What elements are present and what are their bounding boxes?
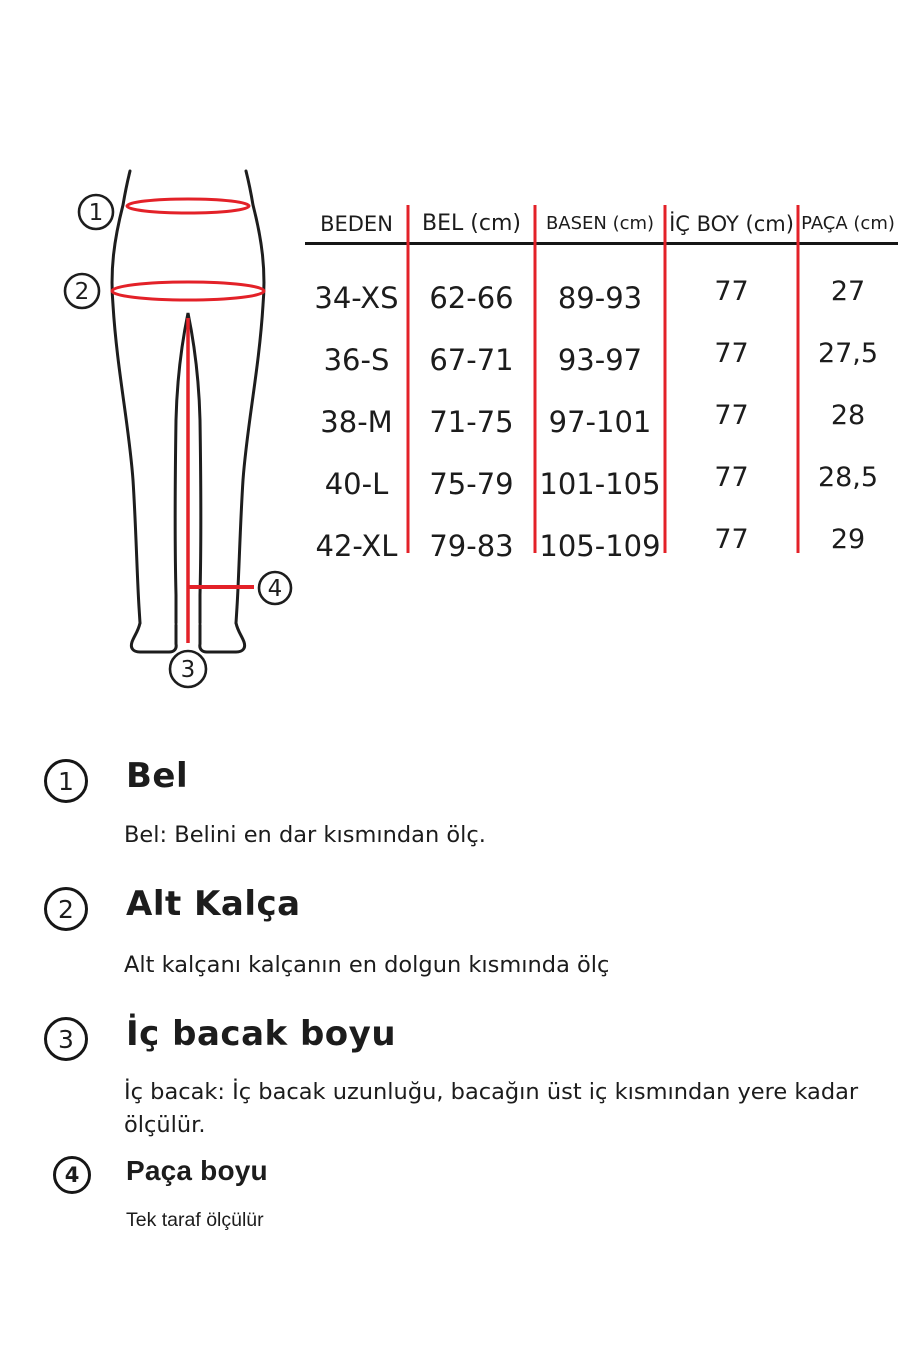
- table-header-rule: [305, 242, 898, 245]
- legend-4-description: Tek taraf ölçülür: [126, 1209, 264, 1231]
- legend-4-title: Paça boyu: [126, 1155, 268, 1186]
- legend-1-description: Bel: Belini en dar kısmından ölç.: [124, 822, 486, 848]
- table-cell-hip: 101-105: [539, 467, 661, 501]
- table-cell-hip: 89-93: [557, 281, 643, 315]
- legend-2-number: 2: [58, 894, 74, 924]
- waist-measure-line: [127, 199, 249, 213]
- table-cell-inseam: 77: [714, 275, 749, 307]
- marker-3-number: 3: [180, 657, 196, 683]
- table-cell-hip: 97-101: [548, 405, 652, 439]
- table-cell-waist: 75-79: [429, 467, 514, 501]
- table-cell-hip: 93-97: [557, 343, 643, 377]
- column-separator: [407, 205, 410, 553]
- column-header-bel: BEL (cm): [422, 211, 521, 236]
- table-cell-size: 40-L: [324, 467, 389, 501]
- column-separator: [664, 205, 667, 553]
- table-cell-inseam: 77: [714, 399, 749, 431]
- table-cell-hem: 27: [830, 275, 866, 307]
- table-cell-hem: 28: [830, 399, 866, 431]
- column-header-ic-boy: İÇ BOY (cm): [669, 211, 794, 236]
- legend-2-description: Alt kalçanı kalçanın en dolgun kısmında ölç: [124, 952, 610, 978]
- table-cell-hip: 105-109: [539, 529, 661, 563]
- body-measurement-diagram: [30, 155, 310, 715]
- marker-2-number: 2: [74, 279, 90, 305]
- marker-4-number: 4: [267, 576, 283, 602]
- legend-3-title: İç bacak boyu: [126, 1014, 397, 1054]
- table-cell-size: 42-XL: [315, 529, 398, 563]
- column-header-beden: BEDEN: [320, 211, 393, 236]
- table-cell-size: 38-M: [320, 405, 393, 439]
- column-header-basen: BASEN (cm): [545, 213, 655, 234]
- legend-4-circle: [53, 1156, 91, 1194]
- legend-2-circle: [44, 887, 88, 931]
- table-cell-waist: 71-75: [429, 405, 514, 439]
- table-cell-hem: 28,5: [817, 461, 879, 493]
- table-cell-size: 34-XS: [314, 281, 399, 315]
- table-cell-size: 36-S: [323, 343, 390, 377]
- size-chart-table: [305, 205, 898, 577]
- column-separator: [534, 205, 537, 553]
- table-cell-inseam: 77: [714, 461, 749, 493]
- table-cell-hem: 29: [830, 523, 866, 555]
- legend-3-description: İç bacak: İç bacak uzunluğu, bacağın üst iç kısmından yere kadar ölçülür.: [124, 1079, 859, 1138]
- hip-measure-line: [112, 282, 264, 300]
- table-cell-inseam: 77: [714, 523, 749, 555]
- table-cell-waist: 67-71: [429, 343, 514, 377]
- legend-3-number: 3: [58, 1024, 74, 1054]
- column-header-paca: PAÇA (cm): [801, 213, 895, 234]
- table-cell-waist: 62-66: [429, 281, 514, 315]
- legend-2-title: Alt Kalça: [126, 884, 301, 924]
- legend-3-circle: [44, 1017, 88, 1061]
- table-cell-inseam: 77: [714, 337, 749, 369]
- column-separator: [797, 205, 800, 553]
- legend-1-number: 1: [58, 766, 74, 796]
- legend-4-number: 4: [64, 1163, 80, 1187]
- table-cell-hem: 27,5: [817, 337, 879, 369]
- marker-1-number: 1: [88, 200, 104, 226]
- table-cell-waist: 79-83: [429, 529, 514, 563]
- legend-1-title: Bel: [126, 756, 189, 796]
- legend-1-circle: [44, 759, 88, 803]
